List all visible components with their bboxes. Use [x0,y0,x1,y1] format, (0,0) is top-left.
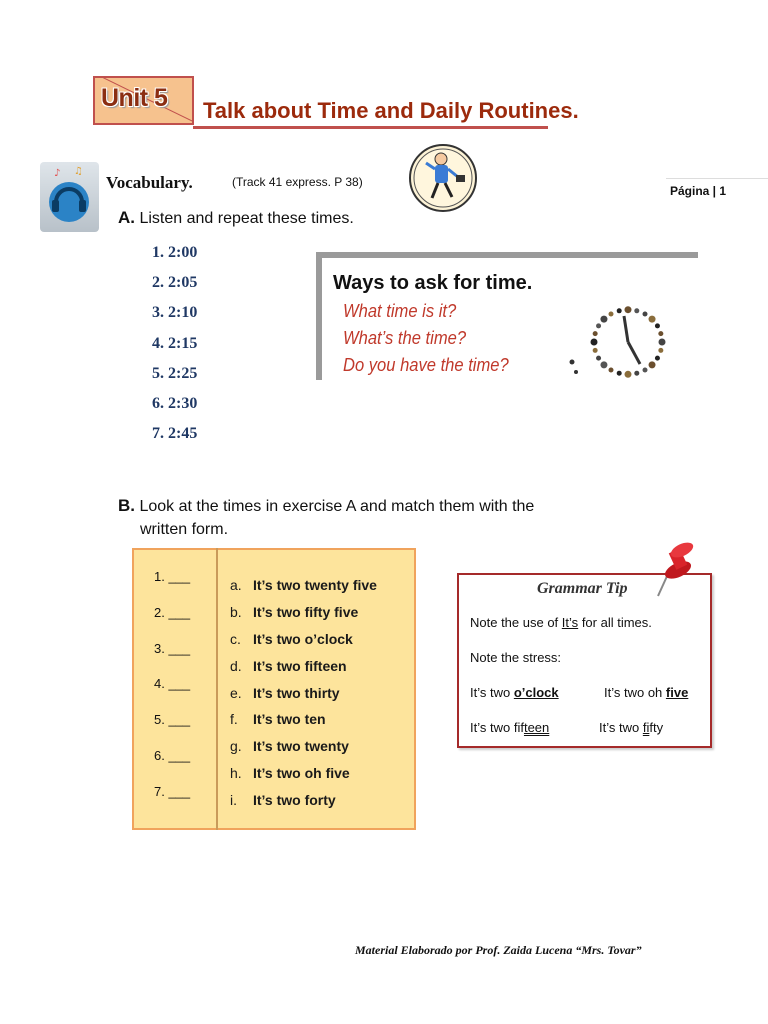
list-item: 4. 2:15 [152,334,198,352]
tip-note-1: Note the use of It’s for all times. [470,615,652,630]
tip-example-4: It’s two fifty [599,720,664,735]
answer-blanks [154,569,190,820]
list-item: a. It’s two twenty five [230,577,377,593]
headphones-icon [40,162,99,232]
list-item: c. It’s two o’clock [230,630,353,647]
section-a-instruction: Listen and repeat these times. [139,210,354,227]
section-b-instruction: Look at the times in exercise A and match them with the [139,498,535,515]
list-item: 2. 2:05 [152,274,198,292]
list-item: f. It’s two ten [230,711,326,728]
tip-example-2: It’s two oh five [604,685,689,700]
question-1: What time is it? [343,301,457,321]
section-b-instruction-cont: written form. [140,521,229,538]
question-2: What’s the time? [343,328,467,348]
answer-blank[interactable]: 4. ___ [154,676,191,692]
clock-man-icon [408,143,478,213]
section-a-heading [118,208,354,228]
tip-note-2: Note the stress: [470,650,562,665]
vocabulary-heading: Vocabulary. [106,173,193,192]
list-item: b. It’s two fifty five [230,603,359,620]
tip-example-3: It’s two fifteen [470,720,550,735]
section-b-letter: B. [118,496,135,515]
question-3: Do you have the time? [343,355,509,375]
list-item: d. It’s two fifteen [230,657,347,674]
table-divider [216,548,218,830]
pushpin-icon [650,540,700,600]
list-item: 7. 2:45 [152,425,198,443]
written-options [230,577,377,819]
answer-blank[interactable]: 5. ___ [154,712,191,728]
list-item: g. It’s two twenty [230,738,349,755]
page-title: Talk about Time and Daily Routines. [203,98,579,123]
list-item: e. It’s two thirty [230,684,340,701]
grammar-tip-title: Grammar Tip [537,580,628,597]
page-number: Página | 1 [670,184,727,198]
list-item: i. It’s two forty [230,792,336,809]
answer-blank[interactable]: 7. ___ [154,783,191,799]
footer-credit: Material Elaborado por Prof. Zaida Lucena “Mrs. Tovar” [355,943,642,957]
list-item: 1. 2:00 [152,244,198,261]
section-b-heading [118,494,638,541]
unit-label: Unit 5 [101,84,168,112]
list-item: 6. 2:30 [152,394,198,412]
answer-blank[interactable]: 3. ___ [154,640,191,656]
answer-blank[interactable]: 1. ___ [154,569,191,584]
track-reference: (Track 41 express. P 38) [232,175,363,189]
dotted-clock-icon [566,300,696,390]
ways-title: Ways to ask for time. [333,272,533,294]
times-list [152,242,197,453]
list-item: 3. 2:10 [152,304,198,322]
answer-blank[interactable]: 2. ___ [154,604,191,620]
tip-example-1: It’s two o’clock [470,685,559,700]
svg-text:♪: ♪ [54,168,61,179]
section-a-letter: A. [118,208,135,227]
answer-blank[interactable]: 6. ___ [154,747,191,763]
page-number-divider [666,178,768,179]
list-item: 5. 2:25 [152,364,198,382]
list-item: h. It’s two oh five [230,765,350,782]
svg-text:♫: ♫ [74,166,83,177]
title-underline [193,126,548,129]
